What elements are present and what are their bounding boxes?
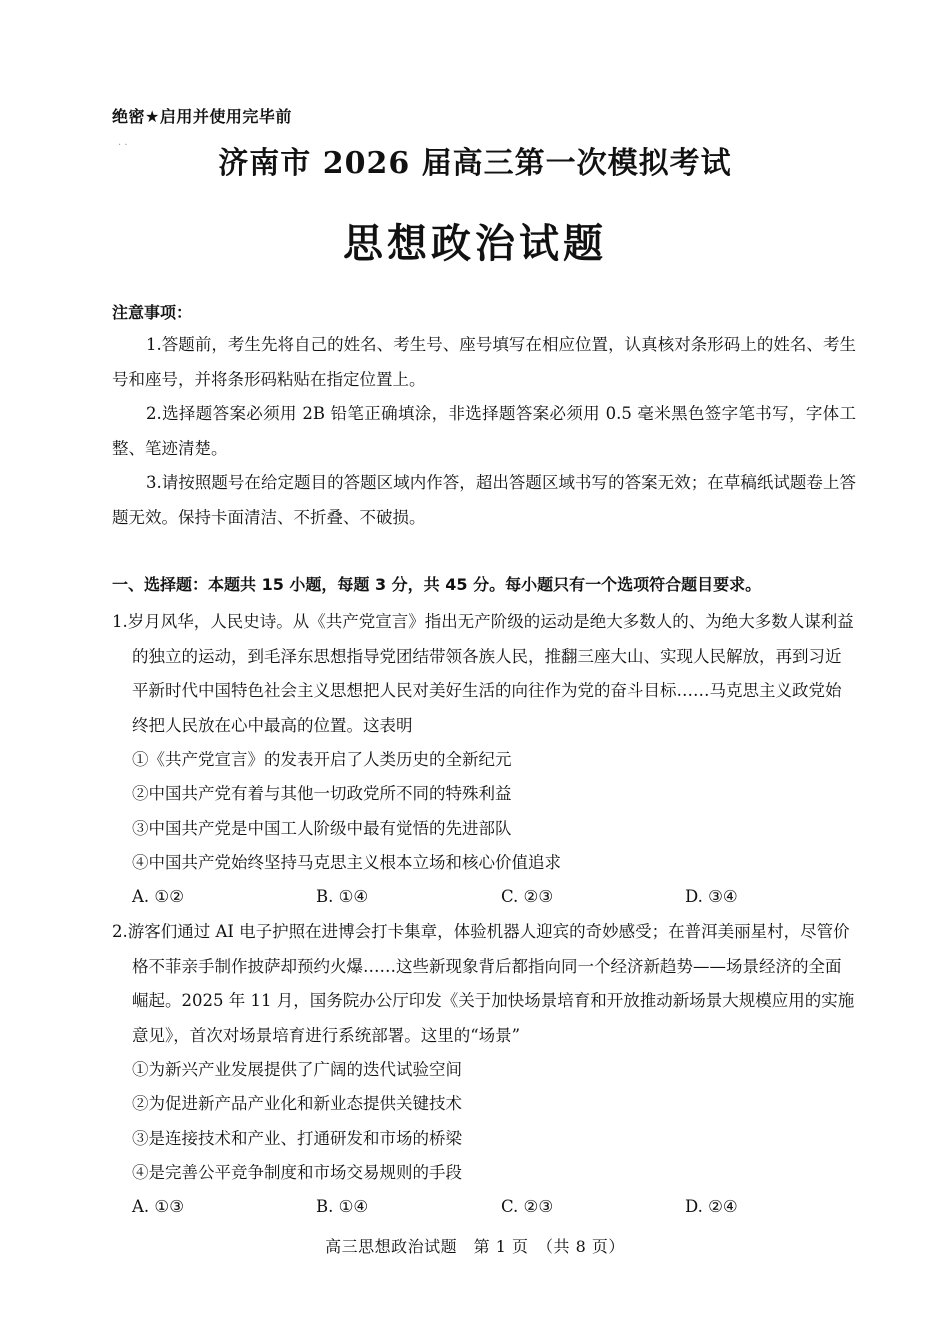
notice-heading: 注意事项：	[112, 303, 193, 322]
question-1-option-3: ③中国共产党是中国工人阶级中最有觉悟的先进部队	[132, 819, 512, 838]
question-2-choice-d: D. ②④	[685, 1197, 738, 1216]
question-2-choice-c: C. ②③	[501, 1197, 554, 1216]
question-1-choice-c: C. ②③	[501, 887, 554, 906]
scan-speck: · ·	[118, 140, 128, 151]
question-1-option-2: ②中国共产党有着与其他一切政党所不同的特殊利益	[132, 784, 512, 803]
question-2-option-1: ①为新兴产业发展提供了广阔的迭代试验空间	[132, 1060, 462, 1079]
page-footer: 高三思想政治试题 第 1 页 （共 8 页）	[325, 1237, 625, 1256]
question-2-choice-a: A. ①③	[132, 1197, 184, 1216]
question-2-option-4: ④是完善公平竞争制度和市场交易规则的手段	[132, 1163, 462, 1182]
question-1-choice-a: A. ①②	[132, 887, 184, 906]
question-2-option-3: ③是连接技术和产业、打通研发和市场的桥梁	[132, 1129, 462, 1148]
exam-title: 济南市 2026 届高三第一次模拟考试	[218, 146, 732, 181]
question-1-option-4: ④中国共产党始终坚持马克思主义根本立场和核心价值追求	[132, 853, 561, 872]
notice-item-3: 3.请按照题号在给定题目的答题区域内作答，超出答题区域书写的答案无效；在草稿纸试题卷上答题无效。保持卡面清洁、不折叠、不破损。	[112, 473, 856, 527]
question-2-option-2: ②为促进新产品产业化和新业态提供关键技术	[132, 1094, 462, 1113]
question-2-choice-b: B. ①④	[316, 1197, 369, 1216]
question-2-stem: 2.游客们通过 AI 电子护照在进博会打卡集章，体验机器人迎宾的奇妙感受；在普洱美丽星村，尽管价格不菲亲手制作披萨却预约火爆……这些新现象背后都指向同一个经济新趋势——场景经济的全面崛起。2025 年 11 月，国务院办公厅印发《关于加快场景培育和开放推动新场景大规模应用的实施意见》，首次对场景培育进行系统部署。这里的“场景”	[112, 922, 855, 1045]
notice-item-1: 1.答题前，考生先将自己的姓名、考生号、座号填写在相应位置，认真核对条形码上的姓名、考生号和座号，并将条形码粘贴在指定位置上。	[112, 335, 856, 389]
confidential-label: 绝密★启用并使用完毕前	[112, 107, 292, 126]
notice-item-2: 2.选择题答案必须用 2B 铅笔正确填涂，非选择题答案必须用 0.5 毫米黑色签字笔书写，字体工整、笔迹清楚。	[112, 404, 856, 458]
question-1-choice-b: B. ①④	[316, 887, 369, 906]
question-1-option-1: ①《共产党宣言》的发表开启了人类历史的全新纪元	[132, 750, 512, 769]
section-heading: 一、选择题：本题共 15 小题，每题 3 分，共 45 分。每小题只有一个选项符合题目要求。	[112, 575, 762, 594]
question-1-choice-d: D. ③④	[685, 887, 738, 906]
question-1-stem: 1.岁月风华，人民史诗。从《共产党宣言》指出无产阶级的运动是绝大多数人的、为绝大多数人谋利益的独立的运动，到毛泽东思想指导党团结带领各族人民，推翻三座大山、实现人民解放，再到习近平新时代中国特色社会主义思想把人民对美好生活的向往作为党的奋斗目标……马克思主义政党始终把人民放在心中最高的位置。这表明	[112, 612, 854, 735]
subject-title: 思想政治试题	[343, 220, 607, 267]
